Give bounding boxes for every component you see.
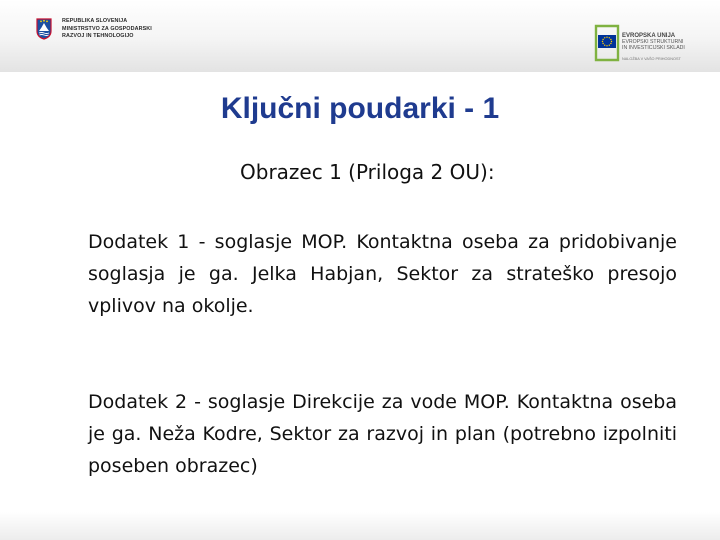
ministry-line: REPUBLIKA SLOVENIJA	[62, 18, 128, 24]
paragraph-dodatek-2: Dodatek 2 - soglasje Direkcije za vode MOP. Kontaktna oseba je ga. Neža Kodre, Sektor za razvoj in plan (potrebno izpolniti poseben obrazec)	[88, 391, 677, 477]
ministry-line: MINISTRSTVO ZA GOSPODARSKI	[62, 25, 152, 32]
eu-line: EVROPSKI STRUKTURNI	[622, 38, 684, 45]
ministry-line: RAZVOJ IN TEHNOLOGIJO	[62, 33, 134, 40]
eu-slogan: NALOŽBA V VAŠO PRIHODNOST	[622, 57, 681, 61]
eu-line: EVROPSKA UNIJA	[622, 33, 676, 39]
slovenian-coat-of-arms-icon	[36, 18, 52, 40]
eu-line: IN INVESTICIJSKI SKLADI	[622, 44, 685, 51]
slide-title: Ključni poudarki - 1	[220, 92, 500, 125]
footer-band	[0, 512, 720, 540]
eu-flag-icon	[594, 24, 620, 62]
slide-subtitle: Obrazec 1 (Priloga 2 OU):	[240, 160, 495, 184]
ministry-logo	[36, 18, 152, 41]
paragraph-dodatek-1: Dodatek 1 - soglasje MOP. Kontaktna oseba za pridobivanje soglasja je ga. Jelka Habjan, Sektor za strateško presojo vplivov na okolje.	[88, 231, 677, 317]
